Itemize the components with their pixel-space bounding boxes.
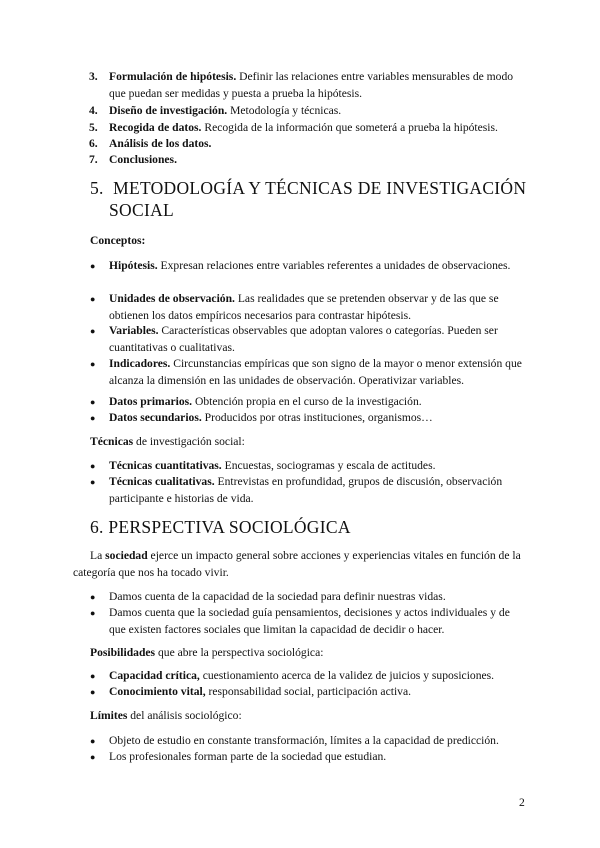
- bullet-icon: ●: [90, 477, 96, 487]
- tecnicas-intro: Técnicas de investigación social:: [90, 435, 245, 448]
- step-5: 5. Recogida de datos. Recogida de la información que someterá a prueba la hipótesis.: [89, 121, 498, 134]
- step-6: 6. Análisis de los datos.: [89, 137, 212, 150]
- bullet-icon: ●: [90, 326, 96, 336]
- bullet-icon: ●: [90, 687, 96, 697]
- sociedad-paragraph: La sociedad ejerce un impacto general sobre acciones y experiencias vitales en función de la categoría que nos ha tocado vivir.: [73, 549, 521, 579]
- bullet-icon: ●: [90, 608, 96, 618]
- list-item: ● Capacidad crítica, cuestionamiento acerca de la validez de juicios y suposiciones.: [109, 668, 529, 685]
- list-item: ● Variables. Características observables que adoptan valores o categorías. Pueden ser cuantitativas o cualitativas.: [90, 324, 498, 354]
- section-6-heading: 6. PERSPECTIVA SOCIOLÓGICA: [90, 517, 351, 537]
- step-7: 7. Conclusiones.: [89, 153, 177, 166]
- limites-intro: Límites del análisis sociológico:: [90, 709, 242, 722]
- conceptos-label: Conceptos:: [90, 234, 146, 247]
- bullet-icon: ●: [90, 413, 96, 423]
- list-item: ● Objeto de estudio en constante transformación, límites a la capacidad de predicción.: [109, 733, 529, 750]
- bullet-icon: ●: [90, 592, 96, 602]
- list-item: ● Datos primarios. Obtención propia en el curso de la investigación.: [109, 394, 529, 411]
- bullet-icon: ●: [90, 671, 96, 681]
- bullet-icon: ●: [90, 294, 96, 304]
- section-5-heading: 5. METODOLOGÍA Y TÉCNICAS DE INVESTIGACIÓN: [90, 178, 527, 198]
- list-item: ● Unidades de observación. Las realidades que se pretenden observar y de las que se obtienen los datos empíricos necesarios para contrastar hipótesis.: [90, 292, 499, 322]
- bullet-icon: ●: [90, 397, 96, 407]
- list-item: ● Damos cuenta que la sociedad guía pensamientos, decisiones y actos individuales y de que existen factores sociales que limitan la capacidad de decidir o hacer.: [90, 606, 510, 636]
- list-item: ● Indicadores. Circunstancias empíricas que son signo de la mayor o menor extensión que alcanza la dimensión en las unidades de observación. Operativizar variables.: [90, 357, 522, 387]
- bullet-icon: ●: [90, 359, 96, 369]
- bullet-icon: ●: [90, 736, 96, 746]
- list-item: ● Damos cuenta de la capacidad de la sociedad para definir nuestras vidas.: [109, 589, 529, 606]
- page-number: 2: [519, 796, 525, 809]
- bullet-icon: ●: [90, 461, 96, 471]
- step-3: 3. Formulación de hipótesis. Definir las relaciones entre variables mensurables de modo que puedan ser medidas y puesta a prueba la hipótesis.: [89, 70, 514, 100]
- list-item: ● Los profesionales forman parte de la sociedad que estudian.: [109, 749, 529, 766]
- list-item: ● Hipótesis. Expresan relaciones entre variables referentes a unidades de observaciones.: [109, 258, 529, 275]
- bullet-icon: ●: [90, 261, 96, 271]
- list-item: ● Conocimiento vital, responsabilidad social, participación activa.: [109, 684, 529, 701]
- list-item: ● Datos secundarios. Producidos por otras instituciones, organismos…: [109, 410, 529, 427]
- list-item: ● Técnicas cualitativas. Entrevistas en profundidad, grupos de discusión, observación participante e historias de vida.: [90, 475, 503, 505]
- section-5-heading-line2: SOCIAL: [109, 200, 174, 220]
- bullet-icon: ●: [90, 752, 96, 762]
- posibilidades-intro: Posibilidades que abre la perspectiva sociológica:: [90, 646, 324, 659]
- step-4: 4. Diseño de investigación. Metodología y técnicas.: [89, 104, 342, 117]
- list-item: ● Técnicas cuantitativas. Encuestas, sociogramas y escala de actitudes.: [109, 458, 529, 475]
